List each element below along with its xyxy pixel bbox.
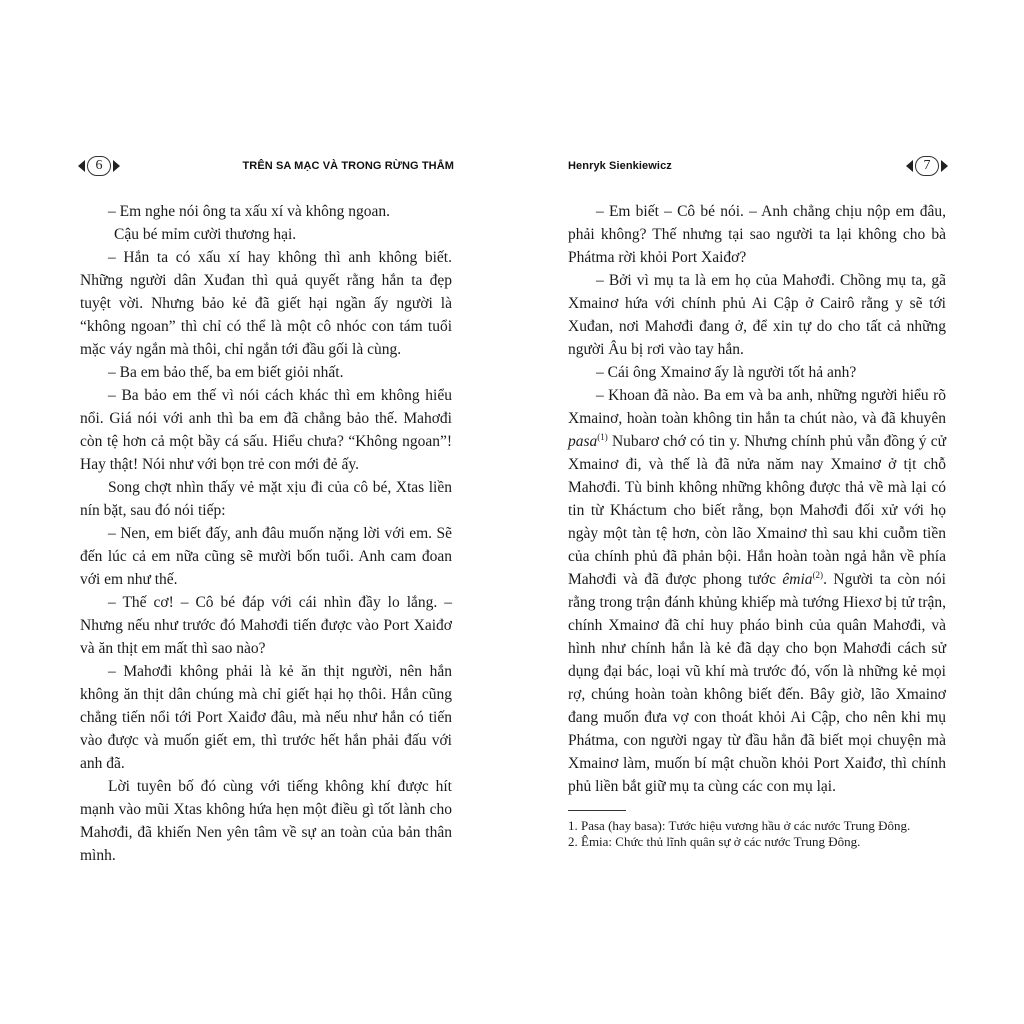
paragraph: – Em nghe nói ông ta xấu xí và không ngoan.: [108, 203, 390, 220]
footnotes: [568, 818, 948, 850]
right-page-header: [568, 156, 948, 182]
paragraph: – Mahơđi không phải là kẻ ăn thịt người, nên hắn không ăn thịt dân chúng mà chỉ giết hại họ thôi. Hắn cũng chẳng tiến nổi tới Port Xaiđơ đâu, mà nếu như hắn có tiến vào được và muốn giết em, thì trước hết hắn phải đấu với anh đã.: [80, 663, 452, 772]
left-page-header: [78, 156, 454, 182]
italic-term: pasa: [568, 433, 598, 450]
triangle-left-icon: [906, 160, 913, 172]
left-body-text: [80, 200, 452, 867]
paragraph: Cậu bé mỉm cười thương hại.: [114, 226, 297, 243]
right-page: [512, 0, 1024, 1024]
running-head-title: TRÊN SA MẠC VÀ TRONG RỪNG THẲM: [242, 160, 454, 172]
footnote: 1. Pasa (hay basa): Tước hiệu vương hầu ở các nước Trung Đông.: [568, 818, 911, 833]
running-head-author: Henryk Sienkiewicz: [568, 160, 672, 172]
page-number-right: [906, 156, 948, 176]
footnote-divider: [568, 810, 626, 811]
text-run: Nubarơ chớ có tin y. Nhưng chính phủ vẫn đồng ý cử Xmainơ đi, và thế là đã nửa năm nay Xmainơ ở tịt chỗ Mahơđi. Tù binh không những không được thả về mà lại có tin từ Kháctum cho biết rằng, bọn Mahơđi đối xử với họ ngày một tàn tệ hơn, còn lão Xmainơ thì sau khi cuỗm tiền của chính phủ đã phản bội. Hắn hoàn toàn ngả hẳn về phía Mahơđi và đã được phong tước: [568, 433, 946, 588]
triangle-left-icon: [78, 160, 85, 172]
footnote-ref: (1): [597, 431, 608, 442]
paragraph: – Em biết – Cô bé nói. – Anh chẳng chịu nộp em đâu, phải không? Thế nhưng tại sao người ta lại không cho bà Phátma rời khỏi Port Xaiđơ?: [568, 203, 946, 266]
footnote: 2. Êmia: Chức thủ lĩnh quân sự ở các nước Trung Đông.: [568, 834, 861, 849]
paragraph: – Hắn ta có xấu xí hay không thì anh không biết. Những người dân Xuđan thì quả quyết rằng hắn ta đẹp tuyệt vời. Nhưng bảo kẻ đã giết hại ngần ấy người là “không ngoan” thì chỉ có thể là một cô nhóc con tám tuổi mặc váy ngắn mà thôi, chỉ ngắn tới đầu gối là cùng.: [80, 249, 452, 358]
paragraph: – Ba bảo em thế vì nói cách khác thì em không hiểu nổi. Giá nói với anh thì ba em đã chẳng bảo thế. Mahơđi còn tệ hơn cả một bầy cá sấu. Hiểu chưa? “Không ngoan”! Hay thật! Nói như với bọn trẻ con mới đẻ ấy.: [80, 387, 452, 473]
paragraph: – Nen, em biết đấy, anh đâu muốn nặng lời với em. Sẽ đến lúc cả em nữa cũng sẽ mười bốn tuổi. Anh cam đoan với em như thế.: [80, 525, 452, 588]
paragraph: Song chợt nhìn thấy vẻ mặt xịu đi của cô bé, Xtas liền nín bặt, sau đó nói tiếp:: [80, 479, 452, 519]
text-run: – Khoan đã nào. Ba em và ba anh, những người hiểu rõ Xmainơ, hoàn toàn không tin hắn ta chút nào, và đã khuyên: [568, 387, 946, 427]
paragraph: – Bởi vì mụ ta là em họ của Mahơđi. Chồng mụ ta, gã Xmainơ hứa với chính phủ Ai Cập ở Cairô rằng y sẽ tới Xuđan, nơi Mahơđi đang ở, để xin tự do cho tất cả những người Âu bị rơi vào tay hắn.: [568, 272, 946, 358]
footnote-ref: (2): [812, 569, 824, 580]
paragraph: Lời tuyên bố đó cùng với tiếng không khí được hít mạnh vào mũi Xtas không hứa hẹn một điều gì tốt lành cho Mahơđi, đã khiến Nen yên tâm về sự an toàn của bản thân mình.: [80, 778, 452, 864]
paragraph: – Cái ông Xmainơ ấy là người tốt hả anh?: [596, 364, 857, 381]
page-number-value: 6: [87, 156, 111, 176]
page-number-value: 7: [915, 156, 939, 176]
triangle-right-icon: [941, 160, 948, 172]
paragraph-with-footnote-refs: [568, 384, 946, 798]
right-body-text: [568, 200, 946, 798]
paragraph: – Ba em bảo thế, ba em biết giỏi nhất.: [108, 364, 344, 381]
triangle-right-icon: [113, 160, 120, 172]
text-run: . Người ta còn nói rằng trong trận đánh khủng khiếp mà tướng Hiexơ bị tử trận, chính Xmainơ đã chỉ huy pháo binh của quân Mahơđi, và hình như chính hắn là kẻ đã dạy cho bọn Mahơđi cách sử dụng đại bác, loại vũ khí mà trước đó, vốn là những kẻ mọi rợ, chúng hoàn toàn không biết đến. Bây giờ, lão Xmainơ đang muốn đưa vợ con thoát khỏi Ai Cập, cho nên khi mụ Phátma, con người ngay từ đầu hẳn đã biết mọi chuyện mà Xmainơ làm, muốn bí mật chuồn khỏi Port Xaiđơ, thì chính phủ liền bắt giữ mụ ta cùng các con mụ lại.: [568, 571, 946, 795]
page-number-left: [78, 156, 120, 176]
italic-term: êmia: [782, 571, 813, 588]
paragraph: – Thế cơ! – Cô bé đáp với cái nhìn đầy lo lắng. – Nhưng nếu như trước đó Mahơđi tiến được vào Port Xaiđơ và ăn thịt em mất thì sao nào?: [80, 594, 452, 657]
